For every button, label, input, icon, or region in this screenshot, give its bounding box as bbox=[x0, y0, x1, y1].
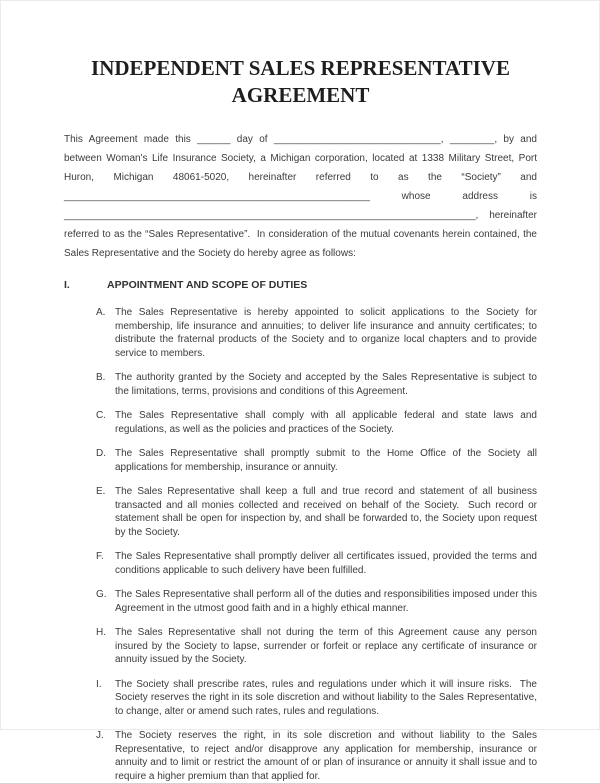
list-item bbox=[96, 626, 540, 667]
list-item bbox=[96, 447, 540, 474]
section-heading-row bbox=[64, 279, 537, 292]
list-item bbox=[96, 678, 540, 719]
section-number: I. bbox=[64, 279, 70, 291]
clause-list bbox=[64, 306, 540, 783]
item-letter: C. bbox=[96, 410, 106, 421]
list-item bbox=[96, 729, 540, 783]
item-letter: E. bbox=[96, 486, 106, 497]
item-text: The authority granted by the Society and accepted by the Sales Representative is subject to the limitations, terms, provisions and conditions of this Agreement. bbox=[115, 372, 540, 397]
item-letter: G. bbox=[96, 589, 107, 600]
item-letter: H. bbox=[96, 627, 106, 638]
item-text: The Sales Representative shall keep a full and true record and statement of all business transacted and all monies collected and received on behalf of the Society. Such record or statement shall be open for inspection by, and shall be forwarded to, the Society upon request by the Society. bbox=[115, 486, 540, 538]
item-letter: A. bbox=[96, 307, 106, 318]
list-item bbox=[96, 306, 540, 360]
item-letter: I. bbox=[96, 678, 102, 690]
document-content bbox=[1, 1, 599, 783]
item-letter: J. bbox=[96, 730, 104, 741]
list-item bbox=[96, 409, 540, 436]
item-text: The Sales Representative shall promptly deliver all certificates issued, provided the terms and conditions applicable to such delivery have been fulfilled. bbox=[115, 551, 540, 576]
list-item bbox=[96, 588, 540, 615]
list-item bbox=[96, 550, 540, 577]
item-text: The Sales Representative shall perform all of the duties and responsibilities imposed under this Agreement in the utmost good faith and in a highly ethical manner. bbox=[115, 589, 540, 614]
item-text: The Sales Representative shall promptly submit to the Home Office of the Society all applications for membership, insurance or annuity. bbox=[115, 448, 540, 473]
item-text: The Sales Representative shall comply with all applicable federal and state laws and regulations, as well as the policies and practices of the Society. bbox=[115, 410, 540, 435]
intro-paragraph: This Agreement made this ______ day of ______________________________, ________, by and between Woman's Life Insurance Society, a Michigan corporation, located at 1338 Military Street, Port Huron, Michigan 48061-5020, hereinafter referred to as the “Society” and _______________________________________________________ whose address is __________________________________________________________________________, hereinafter referred to as the “Sales Representative”. In consideration of the mutual covenants herein contained, the Sales Representative and the Society do hereby agree as follows: bbox=[64, 134, 540, 259]
item-text: The Sales Representative shall not during the term of this Agreement cause any person insured by the Society to lapse, surrender or forfeit or replace any certificate of insurance or annuity issued by the Society. bbox=[115, 627, 540, 665]
list-item bbox=[96, 485, 540, 539]
item-text: The Society shall prescribe rates, rules and regulations under which it will insure risks. The Society reserves the right in its sole discretion and without liability to the Sales Representative, to change, alter or amend such rates, rules and regulations. bbox=[115, 678, 540, 717]
list-item bbox=[96, 371, 540, 398]
item-letter: F. bbox=[96, 551, 104, 562]
item-letter: B. bbox=[96, 372, 106, 383]
document-title: INDEPENDENT SALES REPRESENTATIVE AGREEMENT bbox=[91, 56, 510, 107]
section-heading: APPOINTMENT AND SCOPE OF DUTIES bbox=[107, 279, 308, 291]
item-text: The Society reserves the right, in its sole discretion and without liability to the Sales Representative, to reject and/or disapprove any application for membership, insurance or annuity and to limit or restrict the amount of or plan of insurance or annuity it shall issue and to require a higher premium than that applied for. bbox=[115, 730, 540, 782]
item-text: The Sales Representative is hereby appointed to solicit applications to the Society for membership, life insurance and annuities; to deliver life insurance and annuity certificates; to distribute the fraternal products of the Society and to organize local chapters and to provide service to members. bbox=[115, 307, 540, 359]
item-letter: D. bbox=[96, 448, 106, 459]
